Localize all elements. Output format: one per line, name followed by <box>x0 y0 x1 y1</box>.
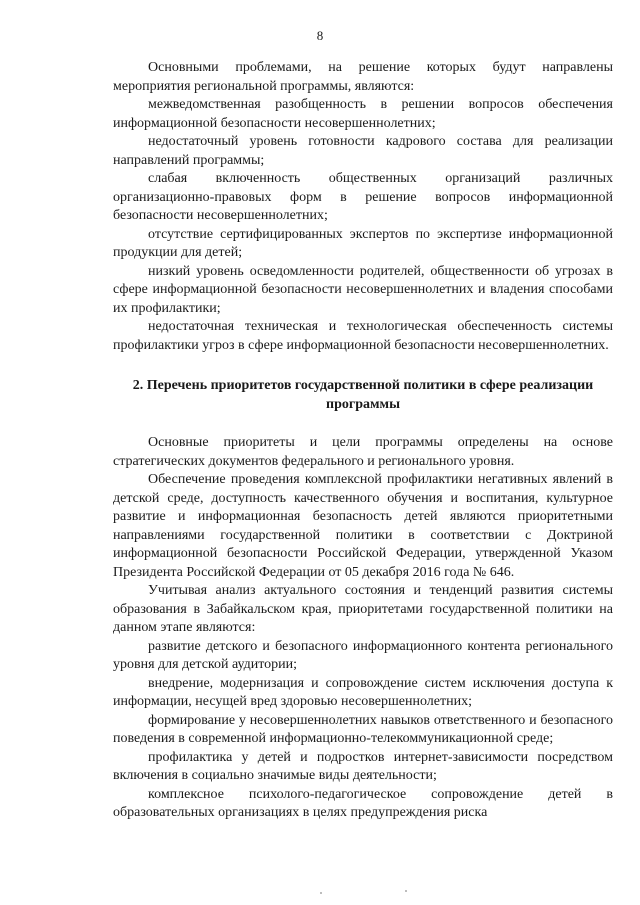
problem-item: отсутствие сертифицированных экспертов по экспертизе информационной продукции для детей; <box>113 226 613 260</box>
scan-speck <box>320 892 322 894</box>
priority-item: развитие детского и безопасного информационного контента регионального уровня для детской аудитории; <box>113 638 613 672</box>
priority-item: профилактика у детей и подростков интернет-зависимости посредством включения в социально значимые виды деятельности; <box>113 749 613 783</box>
page-number: 8 <box>316 28 324 43</box>
priority-item: формирование у несовершеннолетних навыков ответственного и безопасного поведения в современной информационно-телекоммуникационной среде; <box>113 712 613 746</box>
section1-intro: Основными проблемами, на решение которых будут направлены мероприятия региональной программы, являются: <box>113 60 613 94</box>
priority-item: комплексное психолого-педагогическое сопровождение детей в образовательных организациях в целях предупреждения риска <box>113 786 613 820</box>
page-content <box>113 59 613 823</box>
scan-speck <box>405 890 407 892</box>
section2-heading: 2. Перечень приоритетов государственной политики в сфере реализации программы <box>132 378 594 412</box>
problem-item: недостаточная техническая и технологическая обеспеченность системы профилактики угроз в сфере информационной безопасности несовершеннолетних. <box>113 319 613 353</box>
problem-item: низкий уровень осведомленности родителей, общественности об угрозах в сфере информационной безопасности несовершеннолетних и владения способами их профилактики; <box>113 263 613 316</box>
problem-item: межведомственная разобщенность в решении вопросов обеспечения информационной безопасности несовершеннолетних; <box>113 97 613 131</box>
heading-spacer <box>113 414 613 434</box>
problem-item: слабая включенность общественных организаций различных организационно-правовых форм в решение вопросов информационной безопасности несовершеннолетних; <box>113 171 613 223</box>
section2-paragraph: Основные приоритеты и цели программы определены на основе стратегических документов федерального и регионального уровня. <box>113 435 613 469</box>
section2-paragraph: Учитывая анализ актуального состояния и тенденций развития системы образования в Забайкальском края, приоритетами государственной политики на данном этапе являются: <box>113 583 613 635</box>
section2-paragraph: Обеспечение проведения комплексной профилактики негативных явлений в детской среде, доступность качественного обучения и воспитания, культурное развитие и информационная безопасность детей являются приоритетными направлениями государственной политики в соответствии с Доктриной информационной безопасности Российской Федерации, утвержденной Указом Президента Российской Федерации от 05 декабря 2016 года № 646. <box>113 472 613 580</box>
priority-item: внедрение, модернизация и сопровождение систем исключения доступа к информации, несущей вред здоровью несовершеннолетних; <box>113 675 613 709</box>
problem-item: недостаточный уровень готовности кадрового состава для реализации направлений программы; <box>113 134 613 168</box>
